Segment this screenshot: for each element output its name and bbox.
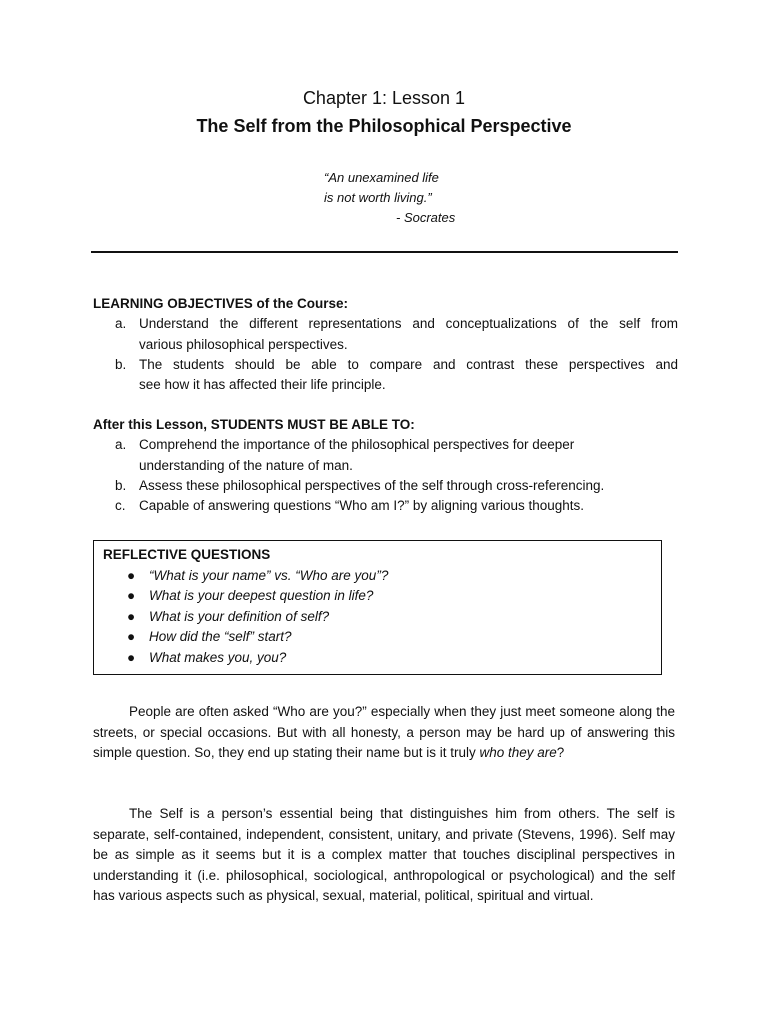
quote-line-2: is not worth living.” <box>324 190 432 205</box>
list-item-line: Understand the different representations and conceptualizations of the self from <box>139 316 678 332</box>
list-marker: a. <box>115 437 127 453</box>
list-item-line: Comprehend the importance of the philosophical perspectives for deeper <box>139 437 575 453</box>
horizontal-rule <box>91 251 678 253</box>
question-item <box>103 627 652 648</box>
epigraph-quote <box>318 168 478 228</box>
list-item <box>93 496 678 516</box>
paragraph-text-end: ? <box>556 745 565 761</box>
question-text: What makes you, you? <box>149 649 287 665</box>
reflective-questions-box <box>93 540 662 675</box>
question-text: How did the “self” start? <box>149 629 292 644</box>
body-paragraph-2: The Self is a person’s essential being that distinguishes him from others. The self is separate, self-contained, independent, consistent, unitary, and private (Stevens, 1996). Self may be as simple as it seems but it is a complex matter that touches disciplinal perspectives in understanding it (i.e. philosophical, sociological, anthropological or psychological) and the self has various aspects such as physical, sexual, material, political, spiritual and virtual. <box>93 806 675 904</box>
list-item-line: The students should be able to compare and contrast these perspectives and <box>139 356 678 372</box>
paragraph-text: People are often asked “Who are you?” especially when they just meet someone along the streets, or special occasions. But with all honesty, a person may be hard up of answering this simple question. So, they end up stating their name but is it truly <box>93 704 675 761</box>
question-item <box>103 566 652 587</box>
list-item-line: Assess these philosophical perspectives of the self through cross-referencing. <box>139 477 605 493</box>
list-marker: b. <box>115 356 127 372</box>
list-item-line: Capable of answering questions “Who am I?” by aligning various thoughts. <box>139 498 584 514</box>
list-item-line: see how it has affected their life principle. <box>139 377 386 393</box>
section-heading: After this Lesson, STUDENTS MUST BE ABLE TO: <box>93 417 415 432</box>
list-item <box>93 355 678 396</box>
question-text: “What is your name” vs. “Who are you”? <box>149 567 389 583</box>
learning-objectives-section <box>93 294 678 395</box>
chapter-heading: Chapter 1: Lesson 1 <box>302 88 466 108</box>
list-item <box>93 435 678 476</box>
section-heading: LEARNING OBJECTIVES of the Course: <box>93 296 349 311</box>
body-paragraph-1 <box>93 702 675 764</box>
list-marker: b. <box>115 477 127 493</box>
question-item <box>103 607 652 628</box>
bullet-icon: ● <box>127 629 136 644</box>
lesson-title: The Self from the Philosophical Perspective <box>196 116 572 136</box>
list-marker: a. <box>115 316 127 332</box>
list-marker: c. <box>115 498 126 514</box>
question-item <box>103 648 652 669</box>
bullet-icon: ● <box>127 608 136 624</box>
list-item <box>93 476 678 496</box>
list-item-line: understanding of the nature of man. <box>139 457 353 473</box>
bullet-icon: ● <box>127 567 136 583</box>
quote-author: - Socrates <box>396 210 456 225</box>
question-item <box>103 586 652 607</box>
list-item <box>93 314 678 355</box>
after-lesson-section <box>93 415 678 516</box>
bullet-icon: ● <box>127 588 136 603</box>
quote-line-1: “An unexamined life <box>324 170 439 185</box>
bullet-icon: ● <box>127 649 136 665</box>
box-heading: REFLECTIVE QUESTIONS <box>103 547 271 562</box>
list-item-line: various philosophical perspectives. <box>139 336 348 352</box>
paragraph-emphasis: who they are <box>479 745 557 761</box>
question-text: What is your deepest question in life? <box>149 588 374 603</box>
question-text: What is your definition of self? <box>149 608 330 624</box>
